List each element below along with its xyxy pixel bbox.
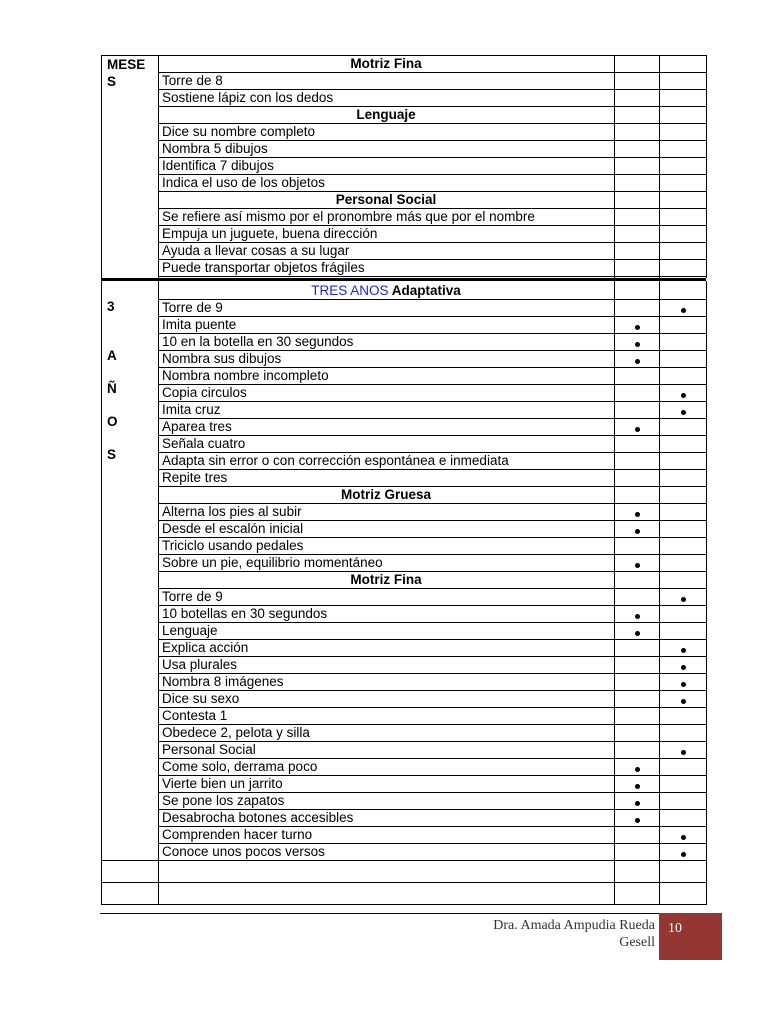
item-label: Identifica 7 dibujos (162, 158, 274, 173)
check-dot (681, 665, 686, 670)
age-letter: O (107, 414, 118, 429)
table-rule (158, 276, 707, 277)
check-dot (635, 818, 640, 823)
table-column-rule (614, 55, 615, 278)
check-dot (681, 699, 686, 704)
section-header: Motriz Gruesa (340, 487, 432, 502)
page-number-box (659, 913, 722, 960)
section-header: Motriz Fina (350, 56, 422, 71)
table-column-rule (614, 281, 615, 905)
item-label: Repite tres (162, 470, 228, 485)
item-label: Sobre un pie, equilibrio momentáneo (162, 555, 383, 570)
item-label: Se refiere así mismo por el pronombre más que por el nombre (162, 209, 535, 224)
item-label: Contesta 1 (162, 708, 228, 723)
item-label: Nombra sus dibujos (162, 351, 282, 366)
item-label: Puede transportar objetos frágiles (162, 260, 365, 275)
item-label: Adapta sin error o con corrección espontánea e inmediata (162, 453, 509, 468)
item-label: Copia circulos (162, 385, 247, 400)
age-letter: 3 (107, 299, 115, 314)
check-dot (681, 597, 686, 602)
item-label: Alterna los pies al subir (162, 504, 302, 519)
section-header: Motriz Fina (350, 572, 422, 587)
item-label: Personal Social (162, 742, 256, 757)
item-label: Imita puente (162, 317, 237, 332)
item-label: Indica el uso de los objetos (162, 175, 325, 190)
item-label: Dice su sexo (162, 691, 240, 706)
section-divider (101, 278, 706, 281)
item-label: Lenguaje (162, 623, 218, 638)
table-rule (101, 882, 707, 883)
table-column-rule (101, 281, 102, 905)
item-label: Torre de 8 (162, 73, 223, 88)
title-age-tres-anos: TRES ANOS (311, 283, 389, 298)
check-dot (635, 631, 640, 636)
page-number: 10 (668, 921, 682, 936)
check-dot (635, 767, 640, 772)
table-column-rule (706, 55, 707, 278)
item-label: Aparea tres (162, 419, 232, 434)
item-label: Imita cruz (162, 402, 221, 417)
item-label: 10 en la botella en 30 segundos (162, 334, 354, 349)
check-dot (635, 427, 640, 432)
check-dot (635, 359, 640, 364)
item-label: Conoce unos pocos versos (162, 844, 325, 859)
check-dot (635, 801, 640, 806)
age-letter: A (107, 348, 117, 363)
table-column-rule (659, 281, 660, 905)
check-dot (681, 682, 686, 687)
item-label: Triciclo usando pedales (162, 538, 304, 553)
check-dot (681, 308, 686, 313)
table-rule (101, 904, 707, 905)
item-label: Se pone los zapatos (162, 793, 285, 808)
age-label-meses: MESE S (107, 57, 146, 89)
footer-subject: Gesell (619, 935, 655, 950)
age-letter: Ñ (107, 381, 117, 396)
item-label: 10 botellas en 30 segundos (162, 606, 328, 621)
footer-author: Dra. Amada Ampudia Rueda (493, 918, 655, 933)
table-column-rule (706, 281, 707, 905)
item-label: Comprenden hacer turno (162, 827, 313, 842)
age-letter: S (107, 447, 117, 462)
item-label: Vierte bien un jarrito (162, 776, 283, 791)
item-label: Nombra nombre incompleto (162, 368, 329, 383)
item-label: Torre de 9 (162, 300, 223, 315)
item-label: Desabrocha botones accesibles (162, 810, 354, 825)
check-dot (635, 512, 640, 517)
section-header: Lenguaje (356, 107, 416, 122)
item-label: Come solo, derrama poco (162, 759, 318, 774)
item-label: Usa plurales (162, 657, 238, 672)
check-dot (681, 835, 686, 840)
table-column-rule (158, 55, 159, 278)
check-dot (681, 852, 686, 857)
table-rule (101, 860, 707, 861)
item-label: Explica acción (162, 640, 249, 655)
table-column-rule (158, 281, 159, 905)
item-label: Obedece 2, pelota y silla (162, 725, 310, 740)
section-title-tres-anos-adaptativa (158, 282, 614, 299)
item-label: Nombra 5 dibujos (162, 141, 268, 156)
check-dot (681, 410, 686, 415)
check-dot (681, 393, 686, 398)
check-dot (635, 784, 640, 789)
check-dot (635, 563, 640, 568)
item-label: Nombra 8 imágenes (162, 674, 284, 689)
section-header: Personal Social (335, 192, 437, 207)
table-column-rule (101, 55, 102, 278)
check-dot (681, 750, 686, 755)
check-dot (635, 342, 640, 347)
check-dot (635, 614, 640, 619)
table-column-rule (659, 55, 660, 278)
item-label: Dice su nombre completo (162, 124, 316, 139)
check-dot (681, 648, 686, 653)
item-label: Ayuda a llevar cosas a su lugar (162, 243, 350, 258)
title-area-adaptativa: Adaptativa (388, 283, 461, 298)
footer-rule (100, 913, 659, 914)
item-label: Torre de 9 (162, 589, 223, 604)
item-label: Desde el escalón inicial (162, 521, 304, 536)
item-label: Empuja un juguete, buena dirección (162, 226, 378, 241)
check-dot (635, 529, 640, 534)
check-dot (635, 325, 640, 330)
item-label: Señala cuatro (162, 436, 246, 451)
item-label: Sostiene lápiz con los dedos (162, 90, 334, 105)
